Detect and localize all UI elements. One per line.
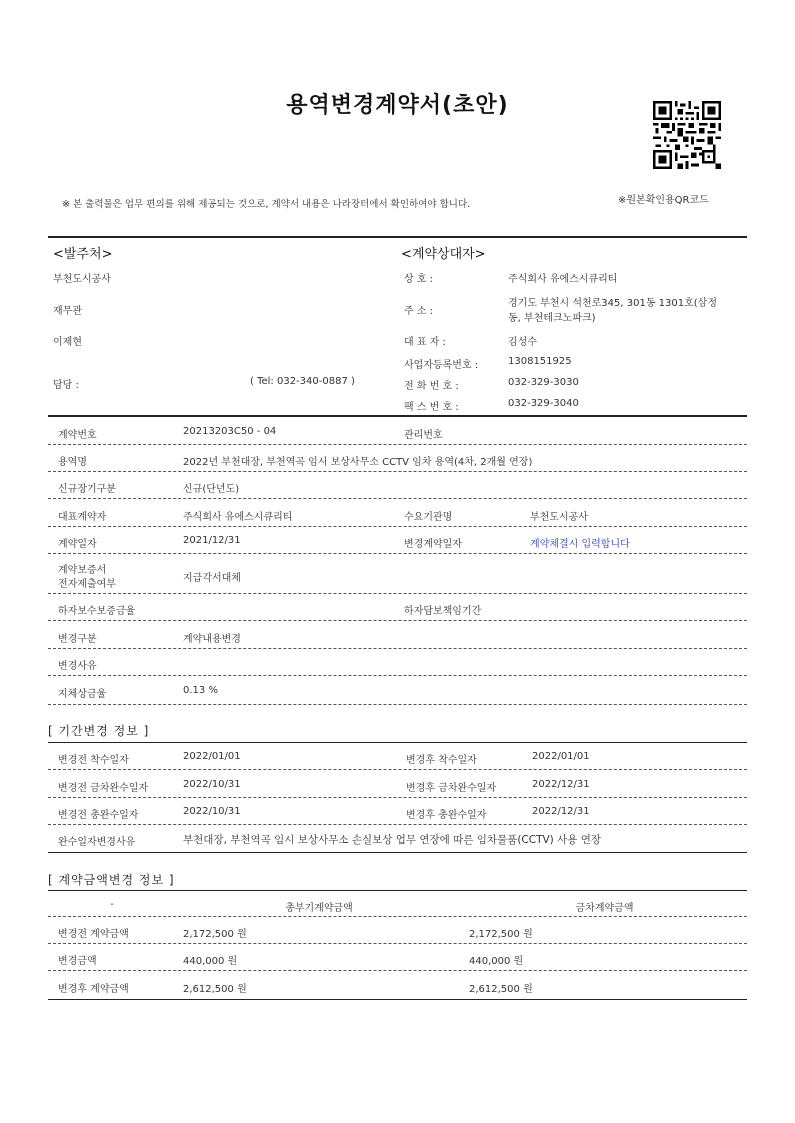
row-divider <box>48 797 747 798</box>
field-value: 2022/12/31 <box>532 779 590 790</box>
orderer-contact-label: 담당 : <box>53 380 79 391</box>
field-value: 2022/01/01 <box>183 751 241 762</box>
section-divider <box>48 890 747 891</box>
field-label: 변경전 착수일자 <box>58 755 129 766</box>
field-label: 하자담보책임기간 <box>404 606 482 617</box>
orderer-tel: ( Tel: 032-340-0887 ) <box>250 376 355 387</box>
service-name: 2022년 부천대장, 부천역곡 임시 보상사무소 CCTV 임차 용역(4차, 2개월 연장) <box>183 457 533 468</box>
field-label: 변경전 금차완수일자 <box>58 783 149 794</box>
contract-date: 2021/12/31 <box>183 535 241 546</box>
field-label: 변경구분 <box>58 634 97 645</box>
field-label: 계약보증서 <box>58 565 107 576</box>
field-value: 2022/12/31 <box>532 806 590 817</box>
contractor-label: 대 표 자 : <box>404 337 446 348</box>
completion-change-reason: 부천대장, 부천역곡 임시 보상사무소 손실보상 업무 연장에 따른 임차물품(CCTV) 사용 연장 <box>183 834 602 846</box>
amount-row-label: 변경금액 <box>58 956 97 967</box>
orderer-org: 부천도시공사 <box>53 274 111 285</box>
amount-total: 440,000 원 <box>183 956 238 967</box>
change-contract-date: 계약체결시 입력합니다 <box>530 539 630 550</box>
row-divider <box>48 526 747 527</box>
guarantee-submission: 지급각서대체 <box>183 573 241 584</box>
change-type: 계약내용변경 <box>183 634 241 645</box>
section-divider <box>48 852 747 853</box>
field-label: 용역명 <box>58 457 87 468</box>
field-label: 전자제출여부 <box>58 579 116 590</box>
row-divider <box>48 498 747 499</box>
qr-code-label: ※원본확인용QR코드 <box>618 195 709 206</box>
representative-contractor: 주식회사 유에스시큐리티 <box>183 512 293 523</box>
contractor-value: 동, 부천테크노파크) <box>508 313 596 324</box>
row-divider <box>48 943 747 944</box>
section-divider <box>48 999 747 1000</box>
row-divider <box>48 593 747 594</box>
amount-current: 440,000 원 <box>469 956 524 967</box>
orderer-heading: <발주처> <box>53 247 113 262</box>
contractor-value: 032-329-3040 <box>508 398 579 409</box>
row-divider <box>48 471 747 472</box>
contractor-value: 1308151925 <box>508 356 572 367</box>
contractor-value: 김성수 <box>508 337 537 348</box>
document-title: 용역변경계약서(초안) <box>286 93 509 118</box>
amount-row-label: 변경후 계약금액 <box>58 984 129 995</box>
field-label: 변경후 착수일자 <box>406 755 477 766</box>
contract-number: 20213203C50 - 04 <box>183 426 277 437</box>
orderer-role: 재무관 <box>53 306 82 317</box>
contractor-label: 전 화 번 호 : <box>404 381 459 392</box>
amount-section-heading: [ 계약금액변경 정보 ] <box>48 873 175 887</box>
contractor-label: 주 소 : <box>404 306 434 317</box>
orderer-name: 이제현 <box>53 337 82 348</box>
field-label: 변경후 총완수일자 <box>406 810 487 821</box>
amount-header-current: 금차계약금액 <box>575 903 634 914</box>
contractor-heading: <계약상대자> <box>401 247 486 262</box>
amount-total: 2,172,500 원 <box>183 929 247 940</box>
row-divider <box>48 620 747 621</box>
amount-header-total: 총부기계약금액 <box>285 903 353 914</box>
amount-row-label: 변경전 계약금액 <box>58 929 129 940</box>
field-label: 완수일자변경사유 <box>58 837 136 848</box>
contractor-value: 경기도 부천시 석천로345, 301동 1301호(삼정 <box>508 298 717 309</box>
field-label: 대표계약자 <box>58 512 107 523</box>
row-divider <box>48 970 747 971</box>
row-divider <box>48 769 747 770</box>
section-divider <box>48 415 747 417</box>
row-divider <box>48 704 747 705</box>
field-label: 하자보수보증금율 <box>58 606 136 617</box>
contractor-label: 팩 스 번 호 : <box>404 402 459 413</box>
field-label: 수요기관명 <box>404 512 453 523</box>
demand-agency: 부천도시공사 <box>530 512 588 523</box>
field-label: 변경사유 <box>58 661 97 672</box>
row-divider <box>48 824 747 825</box>
notice-text: ※ 본 출력물은 업무 편의를 위해 제공되는 것으로, 계약서 내용은 나라장터에서 확인하여야 합니다. <box>62 199 471 210</box>
amount-current: 2,172,500 원 <box>469 929 533 940</box>
field-label: 신규장기구분 <box>58 484 116 495</box>
field-label: 계약일자 <box>58 539 97 550</box>
row-divider <box>48 553 747 554</box>
field-label: 변경전 총완수일자 <box>58 810 139 821</box>
contractor-value: 032-329-3030 <box>508 377 579 388</box>
field-label: 변경계약일자 <box>404 539 462 550</box>
qr-code-image <box>653 101 721 169</box>
period-section-heading: [ 기간변경 정보 ] <box>48 724 150 738</box>
new-long-type: 신규(단년도) <box>183 484 240 495</box>
amount-total: 2,612,500 원 <box>183 984 247 995</box>
contractor-value: 주식회사 유에스시큐리티 <box>508 274 618 285</box>
section-divider <box>48 742 747 743</box>
contractor-label: 상 호 : <box>404 274 434 285</box>
row-divider <box>48 444 747 445</box>
delay-penalty-rate: 0.13 % <box>183 685 218 696</box>
field-value: 2022/10/31 <box>183 806 241 817</box>
field-label: 계약번호 <box>58 430 97 441</box>
field-label: 지체상금율 <box>58 689 107 700</box>
contractor-label: 사업자등록번호 : <box>404 360 479 371</box>
row-divider <box>48 916 747 917</box>
field-label: 관리번호 <box>404 430 443 441</box>
field-label: 변경후 금차완수일자 <box>406 783 497 794</box>
field-value: 2022/10/31 <box>183 779 241 790</box>
row-divider <box>48 675 747 676</box>
field-value: 2022/01/01 <box>532 751 590 762</box>
amount-current: 2,612,500 원 <box>469 984 533 995</box>
section-divider <box>48 236 747 238</box>
row-divider <box>48 648 747 649</box>
amount-header: - <box>110 899 114 910</box>
